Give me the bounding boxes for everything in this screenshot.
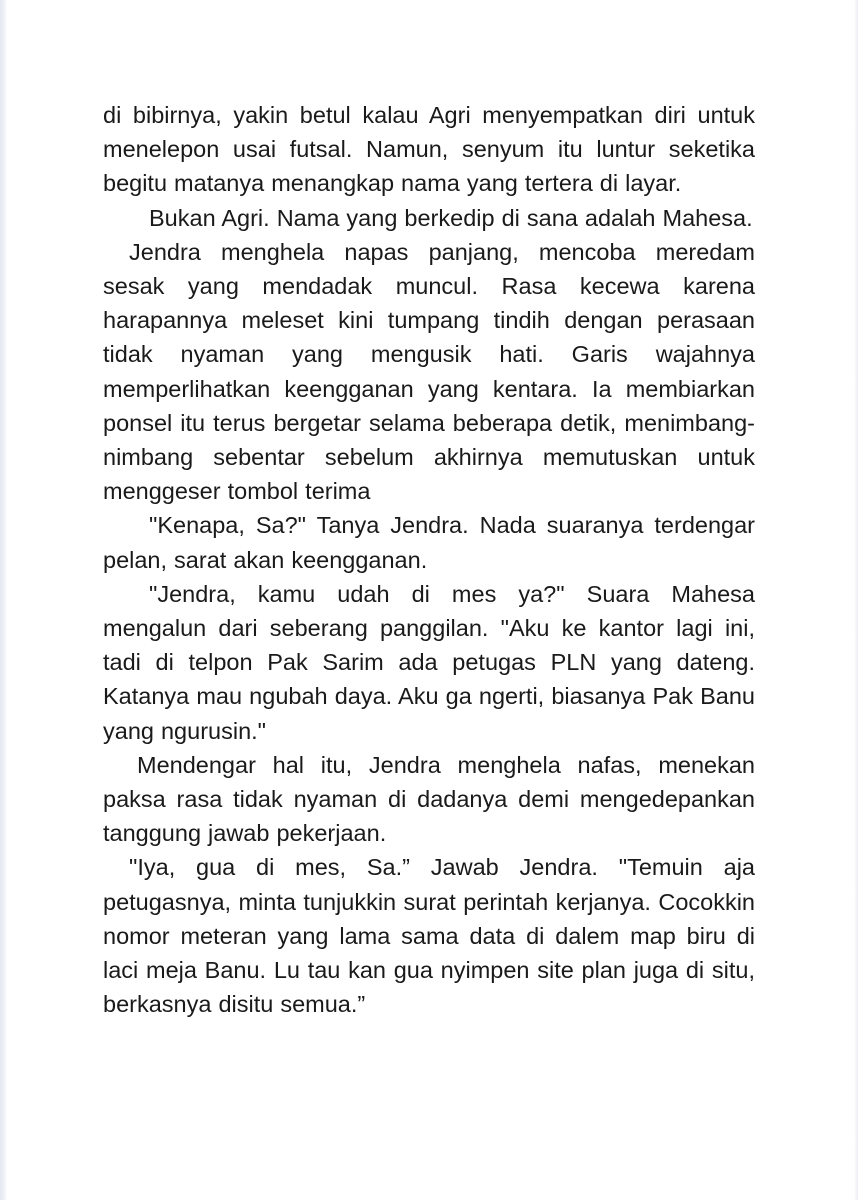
book-page	[103, 98, 755, 1021]
paragraph-text: Bukan Agri. Nama yang berkedip di sana adalah Mahesa.	[149, 204, 753, 231]
paragraph-text: Mendengar hal itu, Jendra menghela nafas, menekan paksa rasa tidak nyaman di dadanya demi mengedepankan tanggung jawab pekerjaan.	[103, 751, 755, 847]
paragraph	[103, 235, 755, 509]
paragraph-continued	[103, 98, 755, 201]
page-edge-highlight	[854, 0, 858, 1200]
paragraph-text: di bibirnya, yakin betul kalau Agri menyempatkan diri untuk menelepon usai futsal. Namun, senyum itu luntur seketika begitu matanya menangkap nama yang tertera di layar.	[103, 102, 755, 197]
paragraph-text: "Iya, gua di mes, Sa.” Jawab Jendra. "Temuin aja petugasnya, minta tunjukkin surat perintah kerjanya. Cocokkin nomor meteran yang lama sama data di dalem map biru di laci meja Banu. Lu tau kan gua nyimpen site plan juga di situ, berkasnya disitu semua.”	[103, 854, 755, 1018]
page-edge-shadow	[0, 0, 6, 1200]
paragraph-text: "Jendra, kamu udah di mes ya?" Suara Mahesa mengalun dari seberang panggilan. "Aku ke kantor lagi ini, tadi di telpon Pak Sarim ada petugas PLN yang dateng. Katanya mau ngubah daya. Aku ga ngerti, biasanya Pak Banu yang ngurusin."	[103, 580, 755, 744]
paragraph	[103, 748, 755, 851]
paragraph	[103, 577, 755, 748]
paragraph-text: "Kenapa, Sa?" Tanya Jendra. Nada suaranya terdengar pelan, sarat akan keengganan.	[103, 512, 755, 573]
paragraph	[103, 508, 755, 576]
paragraph	[103, 850, 755, 1021]
paragraph	[103, 201, 755, 235]
paragraph-text: Jendra menghela napas panjang, mencoba meredam sesak yang mendadak muncul. Rasa kecewa karena harapannya meleset kini tumpang tindih dengan perasaan tidak nyaman yang mengusik hati. Garis wajahnya memperlihatkan keengganan yang kentara. Ia membiarkan ponsel itu terus bergetar selama beberapa detik, menimbang-nimbang sebentar sebelum akhirnya memutuskan untuk menggeser tombol terima	[103, 238, 755, 505]
